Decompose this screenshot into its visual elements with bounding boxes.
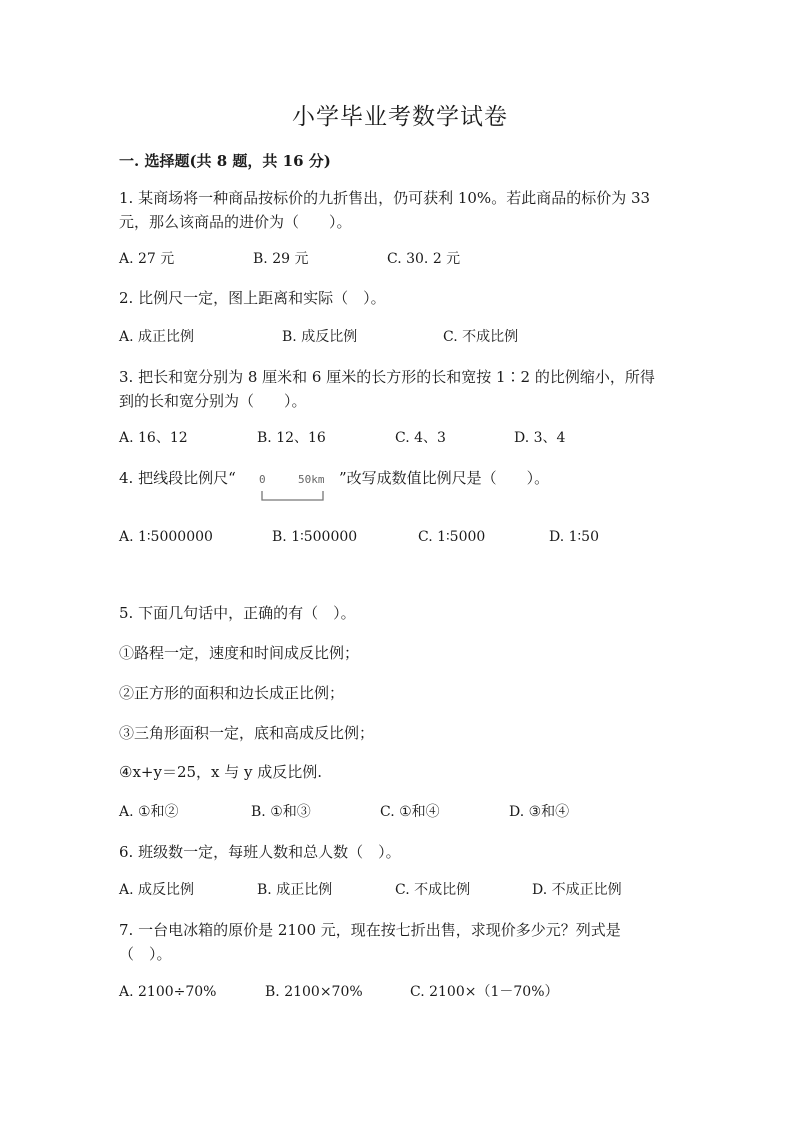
line-segment-scale-figure (254, 470, 338, 506)
question-4-line-after: ”改写成数值比例尺是（ ）。 (339, 469, 550, 487)
question-4-line-before: 4. 把线段比例尺“ (119, 469, 236, 487)
question-3-line-1: 3. 把长和宽分别为 8 厘米和 6 厘米的长方形的长和宽按 1∶2 的比例缩小，所得 (119, 368, 655, 386)
question-5-option-c: C. ①和④ (380, 804, 440, 820)
question-5-option-d: D. ③和④ (509, 804, 570, 820)
question-1-option-c: C. 30. 2 元 (387, 251, 461, 267)
question-4-option-a: A. 1∶5000000 (119, 529, 213, 545)
scale-distance-label: 50km (298, 473, 325, 486)
question-5-option-b: B. ①和③ (251, 804, 311, 820)
question-7-line-1: 7. 一台电冰箱的原价是 2100 元，现在按七折出售，求现价多少元？列式是 (119, 921, 621, 939)
question-4-option-b: B. 1∶500000 (272, 529, 358, 545)
question-7-option-c: C. 2100×（1－70%） (410, 984, 559, 1000)
question-6-option-a: A. 成反比例 (119, 882, 195, 898)
question-5-line-1: 5. 下面几句话中，正确的有（ ）。 (119, 604, 356, 622)
question-7-option-a: A. 2100÷70% (119, 984, 217, 1000)
question-1-line-1: 1. 某商场将一种商品按标价的九折售出，仍可获利 10%。若此商品的标价为 33 (119, 189, 651, 207)
question-4-option-d: D. 1∶50 (549, 529, 599, 545)
question-2-option-c: C. 不成比例 (443, 329, 519, 345)
question-7-option-b: B. 2100×70% (265, 984, 363, 1000)
question-5-statement-1: ①路程一定，速度和时间成反比例； (119, 644, 360, 662)
question-6-option-d: D. 不成正比例 (532, 882, 622, 898)
section-heading: 一. 选择题(共 8 题，共 16 分) (119, 152, 331, 170)
question-1-option-b: B. 29 元 (253, 251, 309, 267)
question-6-option-b: B. 成正比例 (257, 882, 333, 898)
question-3-option-c: C. 4、3 (395, 430, 446, 446)
question-5-statement-3: ③三角形面积一定，底和高成反比例； (119, 724, 375, 742)
question-3-line-2: 到的长和宽分别为（ ）。 (119, 392, 307, 410)
question-5-statement-2: ②正方形的面积和边长成正比例； (119, 684, 345, 702)
question-3-option-d: D. 3、4 (514, 430, 566, 446)
question-6-line-1: 6. 班级数一定，每班人数和总人数（ ）。 (119, 843, 401, 861)
question-7-line-2: （ ）。 (119, 945, 172, 963)
scale-bar-icon (254, 470, 338, 506)
question-1-line-2: 元，那么该商品的进价为（ ）。 (119, 213, 352, 231)
exam-title: 小学毕业考数学试卷 (292, 104, 508, 130)
scale-zero-label: 0 (259, 473, 266, 486)
question-2-option-a: A. 成正比例 (119, 329, 195, 345)
question-5-option-a: A. ①和② (119, 804, 179, 820)
question-2-line-1: 2. 比例尺一定，图上距离和实际（ ）。 (119, 289, 386, 307)
question-3-option-b: B. 12、16 (257, 430, 326, 446)
question-1-option-a: A. 27 元 (119, 251, 175, 267)
question-6-option-c: C. 不成比例 (395, 882, 471, 898)
question-4-option-c: C. 1∶5000 (418, 529, 486, 545)
question-2-option-b: B. 成反比例 (282, 329, 358, 345)
question-5-statement-4: ④x+y＝25，x 与 y 成反比例. (119, 763, 323, 781)
question-3-option-a: A. 16、12 (119, 430, 188, 446)
